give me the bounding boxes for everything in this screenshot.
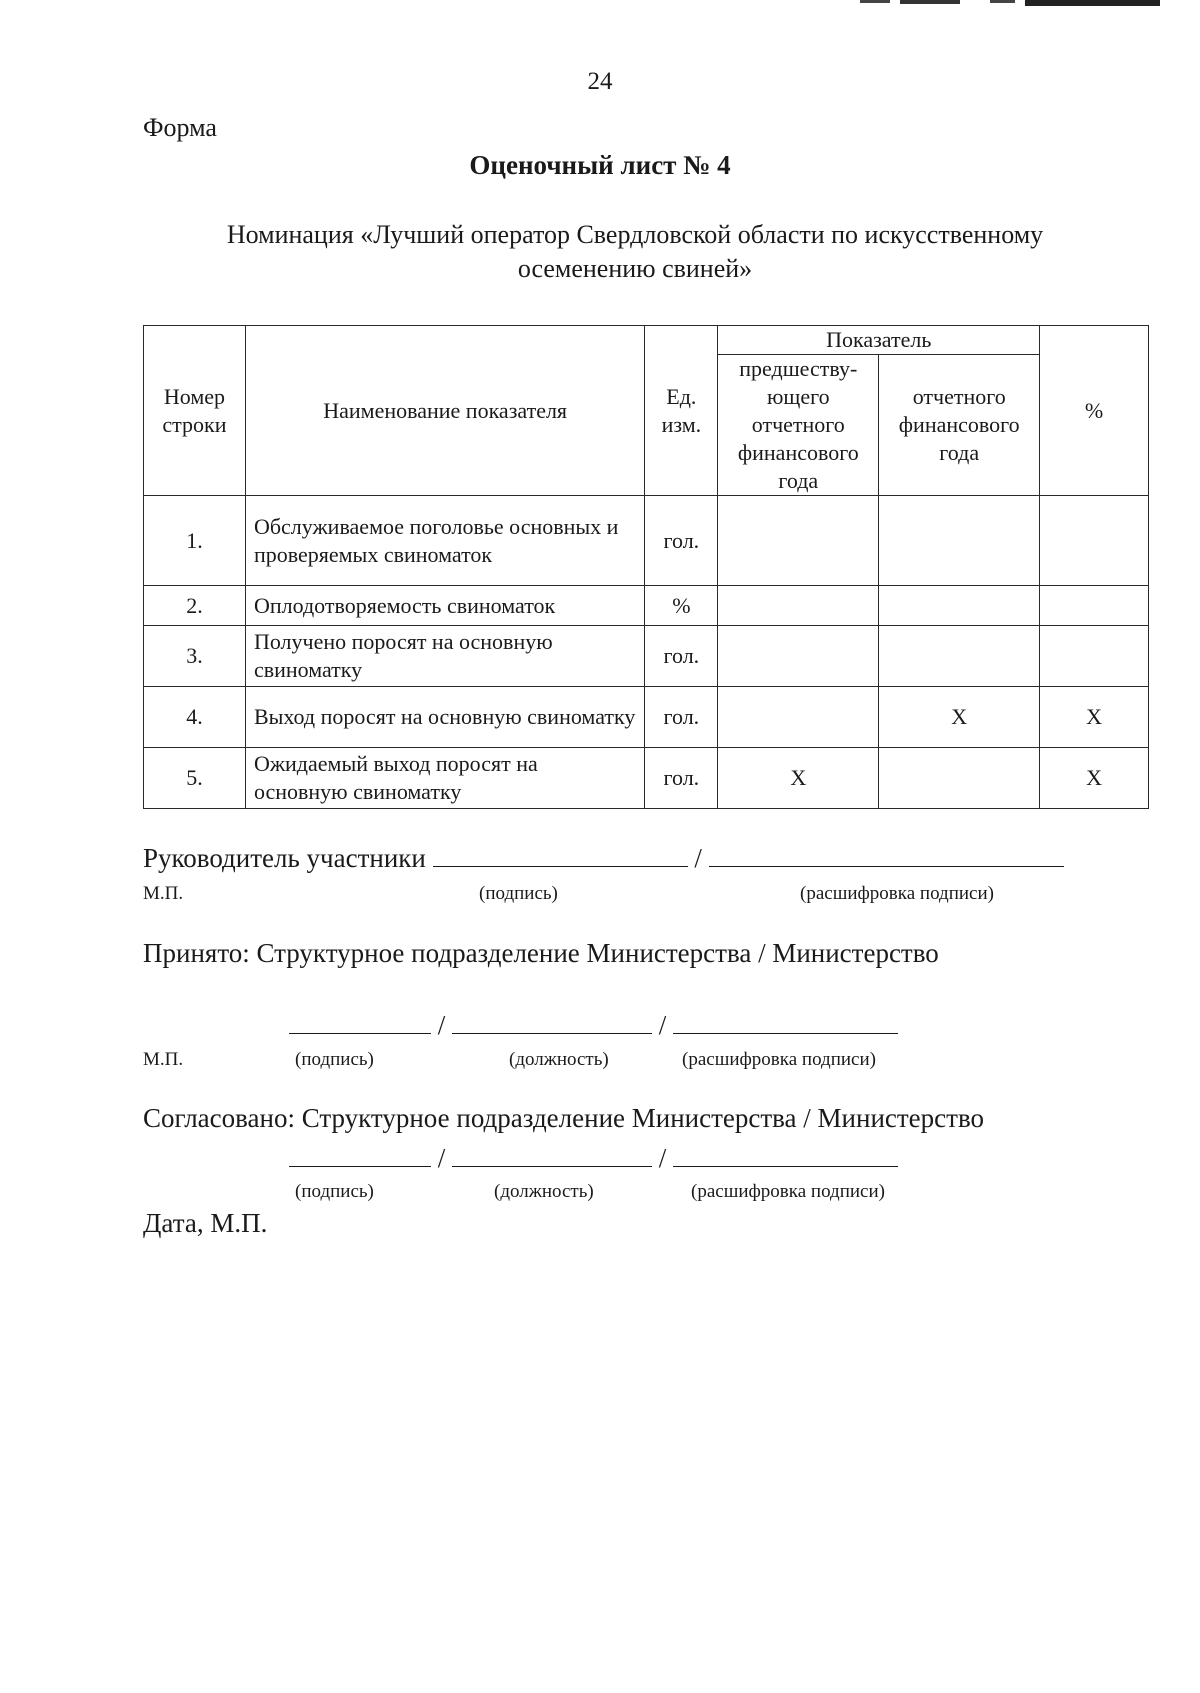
row-percent-value [1040, 496, 1149, 586]
row-percent-value: X [1040, 687, 1149, 748]
signature-caption: (подпись) [295, 1181, 374, 1202]
header-indicator-name: Наименование показателя [245, 326, 644, 496]
header-previous-year: предшеству- ющего отчетного финансового года [718, 355, 879, 496]
document-title: Оценочный лист № 4 [469, 150, 731, 180]
signature-decode-field[interactable] [709, 846, 1064, 867]
row-number: 2. [144, 586, 246, 626]
scan-artifact [860, 0, 1160, 6]
row-unit: гол. [645, 626, 718, 687]
row-unit: % [645, 586, 718, 626]
signature-caption: (подпись) [479, 883, 558, 904]
signature-caption: (подпись) [295, 1049, 374, 1070]
mp-label: М.П. [143, 883, 184, 904]
row-number: 3. [144, 626, 246, 687]
header-reporting-year: отчетного финансового года [879, 355, 1040, 496]
header-row-number: Номер строки [144, 326, 246, 496]
agreed-label: Согласовано: Структурное подразделение Министерства / Министерство [143, 1103, 985, 1133]
position-caption: (должность) [509, 1049, 609, 1070]
row-number: 4. [144, 687, 246, 748]
slash-separator: / [694, 843, 702, 873]
row-number: 5. [144, 748, 246, 809]
row-prev-value [718, 687, 879, 748]
form-label: Форма [143, 113, 217, 142]
row-name: Получено поросят на основную свиноматку [245, 626, 644, 687]
row-report-value [879, 748, 1040, 809]
head-signature-line [143, 843, 1064, 874]
page-number: 24 [587, 68, 613, 95]
mp-label: М.П. [143, 1049, 184, 1070]
header-percent: % [1040, 326, 1149, 496]
agreed-signature-line [289, 1143, 898, 1174]
decode-caption: (расшифровка подписи) [800, 883, 994, 904]
accepted-signature-line [289, 1010, 898, 1041]
row-report-value [879, 496, 1040, 586]
table-row [144, 586, 1149, 626]
position-field[interactable] [452, 1146, 652, 1167]
head-signature-label: Руководитель участники [143, 843, 426, 873]
date-mp-label: Дата, М.П. [143, 1208, 268, 1238]
row-prev-value: X [718, 748, 879, 809]
row-prev-value [718, 626, 879, 687]
header-unit: Ед. изм. [645, 326, 718, 496]
table-row [144, 748, 1149, 809]
row-unit: гол. [645, 687, 718, 748]
signature-field[interactable] [433, 846, 688, 867]
nomination-title: Номинация «Лучший оператор Свердловской области по искусственному осеменению свиней» [226, 220, 1044, 283]
row-name: Ожидаемый выход поросят на основную свиноматку [245, 748, 644, 809]
signature-field[interactable] [289, 1013, 431, 1034]
slash-separator: / [437, 1143, 446, 1173]
row-percent-value [1040, 626, 1149, 687]
header-indicator-group: Показатель [718, 326, 1040, 355]
signature-field[interactable] [289, 1146, 431, 1167]
table-row [144, 687, 1149, 748]
row-name: Обслуживаемое поголовье основных и проверяемых свиноматок [245, 496, 644, 586]
table-row [144, 626, 1149, 687]
decode-caption: (расшифровка подписи) [682, 1049, 876, 1070]
row-report-value: X [879, 687, 1040, 748]
position-caption: (должность) [494, 1181, 594, 1202]
row-unit: гол. [645, 496, 718, 586]
position-field[interactable] [452, 1013, 652, 1034]
row-number: 1. [144, 496, 246, 586]
signature-decode-field[interactable] [673, 1146, 898, 1167]
row-percent-value [1040, 586, 1149, 626]
table-row [144, 496, 1149, 586]
accepted-label: Принято: Структурное подразделение Министерства / Министерство [143, 938, 939, 968]
row-report-value [879, 626, 1040, 687]
signature-decode-field[interactable] [673, 1013, 898, 1034]
slash-separator: / [437, 1010, 446, 1040]
row-name: Выход поросят на основную свиноматку [245, 687, 644, 748]
row-prev-value [718, 496, 879, 586]
slash-separator: / [658, 1143, 667, 1173]
row-prev-value [718, 586, 879, 626]
row-report-value [879, 586, 1040, 626]
row-name: Оплодотворяемость свиноматок [245, 586, 644, 626]
evaluation-table [143, 325, 1149, 809]
decode-caption: (расшифровка подписи) [691, 1181, 885, 1202]
slash-separator: / [658, 1010, 667, 1040]
row-unit: гол. [645, 748, 718, 809]
row-percent-value: X [1040, 748, 1149, 809]
